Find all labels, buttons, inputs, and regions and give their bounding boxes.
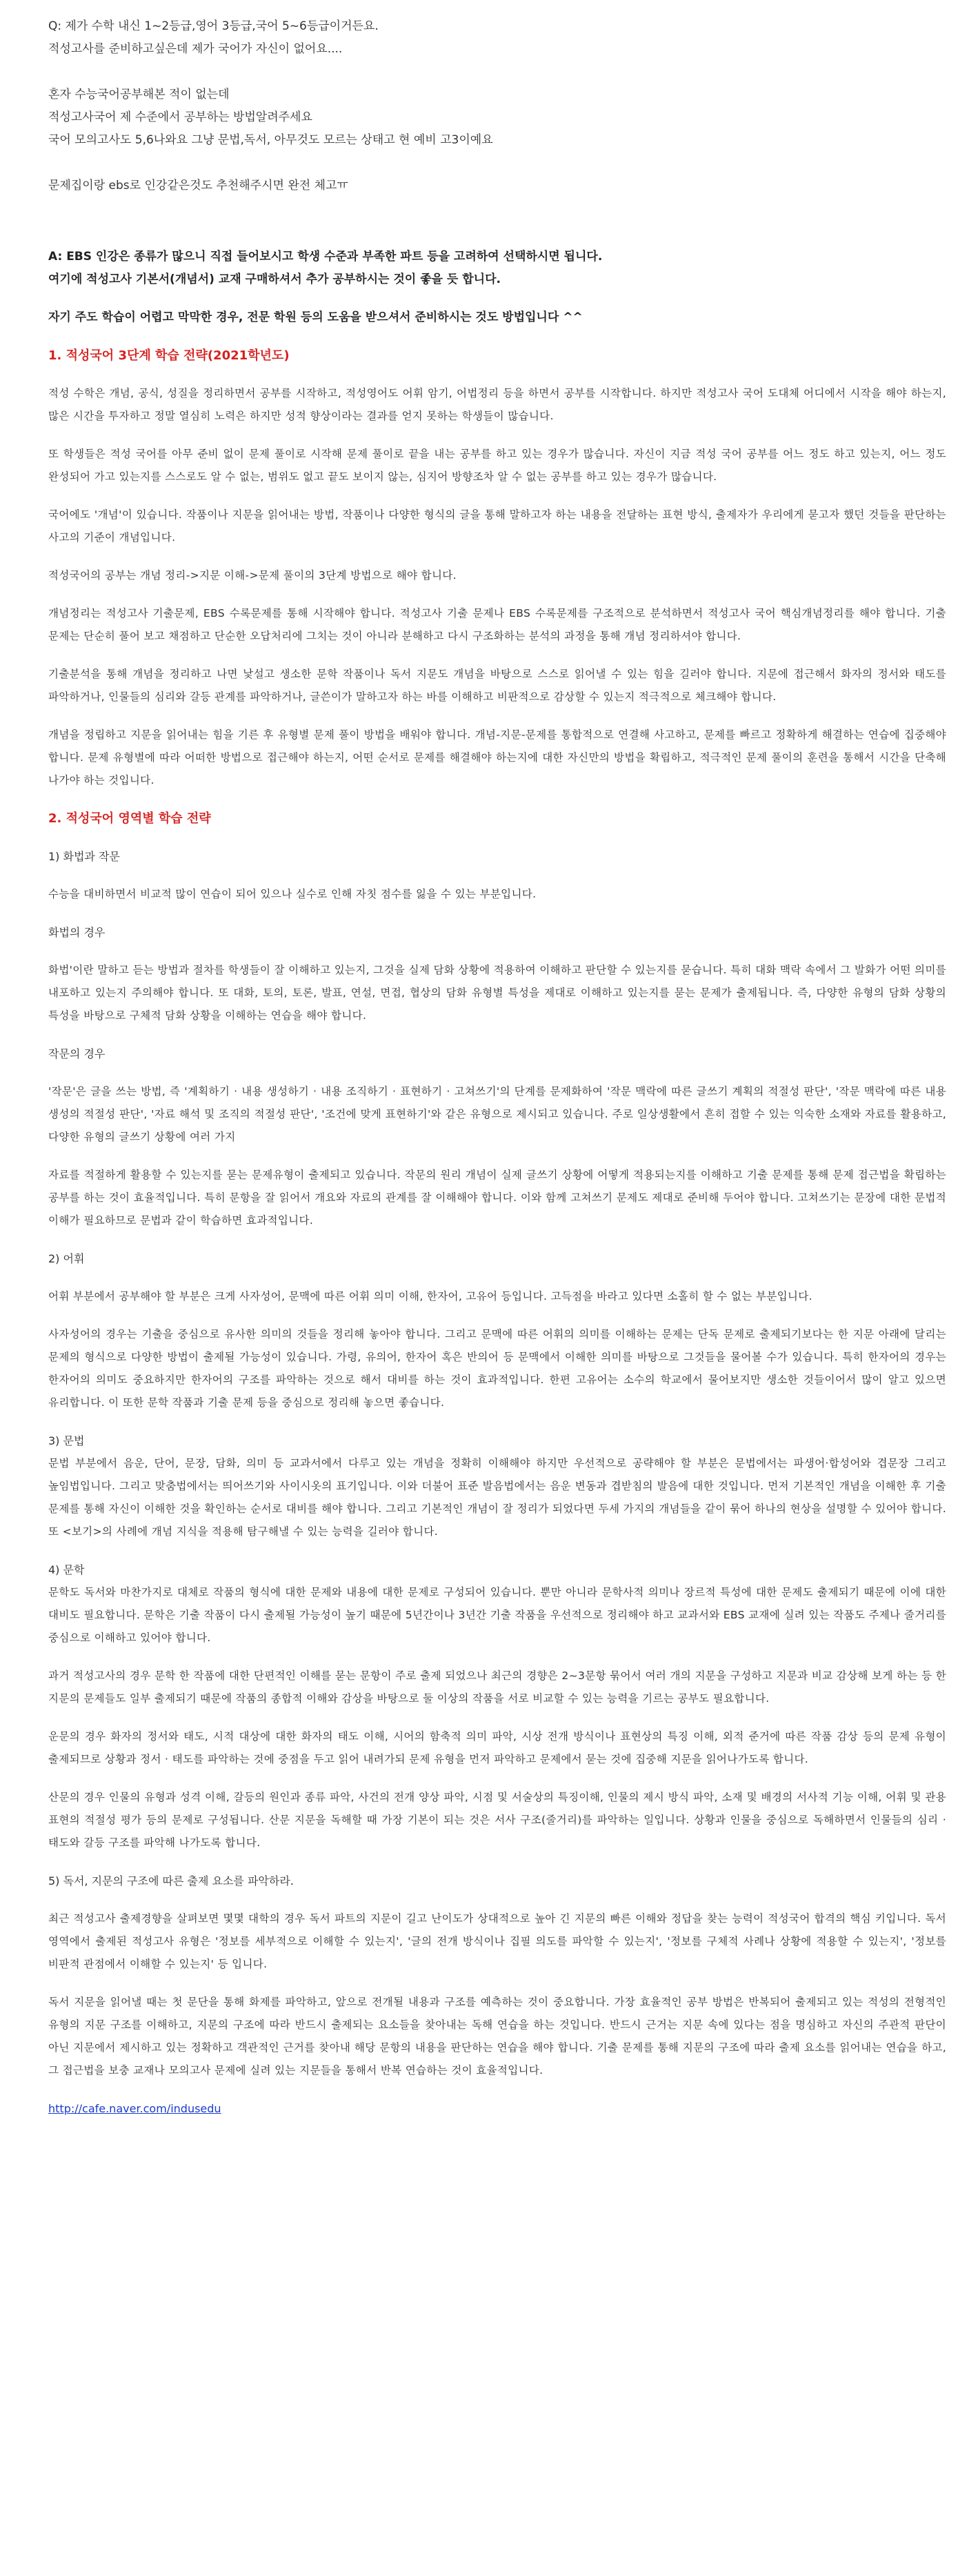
question-line [48, 61, 946, 83]
speech-case-title: 화법의 경우 [48, 926, 106, 939]
question-line: Q: 제가 수학 내신 1~2등급,영어 3등급,국어 5~6등급이거든요. [48, 19, 379, 33]
writing-paragraph: 자료를 적절하게 활용할 수 있는지를 묻는 문제유형이 출제되고 있습니다. 작문의 원리 개념이 실제 글쓰기 상황에 어떻게 적용되는지를 이해하고 기출 문제를 통해 문제 접근법을 확립하는 공부를 하는 것이 효율적입니다. 특히 문항을 잘 읽어서 개요와 자료의 관계를 잘 이해해야 합니다. 이와 함께 고쳐쓰기 문제도 제대로 준비해 두어야 합니다. 고쳐쓰기는 문장에 대한 문법적 이해가 필요하므로 문법과 같이 학습하면 효과적입니다. [48, 1169, 946, 1227]
literature-paragraph: 산문의 경우 인물의 유형과 성격 이해, 갈등의 원인과 종류 파악, 사건의 전개 양상 파악, 시점 및 서술상의 특징이해, 인물의 제시 방식 파악, 소재 및 배경의 서사적 기능 이해, 어휘 및 관용 표현의 적절성 평가 등의 문제로 구성됩니다. 산문 지문을 독해할 때 가장 기본이 되는 것은 서사 구조(줄거리)를 파악하는 일입니다. 상황과 인물을 중심으로 독해하면서 인물들의 심리 · 태도와 갈등 구조를 파악해 나가도록 합니다. [48, 1791, 946, 1849]
section-1-paragraph: 국어에도 '개념'이 있습니다. 작품이나 지문을 읽어내는 방법, 작품이나 다양한 형식의 글을 통해 말하고자 하는 내용을 전달하는 표현 방식, 출제자가 우리에게 묻고자 했던 것들을 판단하는 사고의 기준이 개념입니다. [48, 508, 946, 544]
answer-line-3: 자기 주도 학습이 어렵고 막막한 경우, 전문 학원 등의 도움을 받으셔서 준비하시는 것도 방법입니다 ^^ [48, 310, 583, 324]
question-line: 적성고사국어 제 수준에서 공부하는 방법알려주세요 [48, 110, 312, 124]
vocabulary-paragraph: 사자성어의 경우는 기출을 중심으로 유사한 의미의 것들을 정리해 놓아야 합니다. 그리고 문맥에 따른 어휘의 의미를 이해하는 문제는 단독 문제로 출제되기보다는 한 지문 아래에 달리는 문제의 형식으로 다양한 방법이 출제될 가능성이 있습니다. 가령, 유의어, 한자어 혹은 반의어 등 문맥에서 이해한 의미를 바탕으로 그것들을 물어볼 수가 있습니다. 특히 한자어의 경우는 한자어의 의미도 중요하지만 한자어의 구조를 파악하는 것으로 해서 대비를 하는 것이 효과적입니다. 한편 고유어는 소수의 학교에서 물어보지만 생소한 것들이어서 많이 알고 있으면 유리합니다. 이 또한 문학 작품과 기출 문제 등을 중심으로 정리해 놓으면 좋습니다. [48, 1328, 947, 1409]
subsection-speech-writing-title: 1) 화법과 작문 [48, 850, 120, 863]
question-line: 국어 모의고사도 5,6나와요 그냥 문법,독서, 아무것도 모르는 상태고 현 예비 고3이예요 [48, 133, 493, 147]
writing-case-title: 작문의 경우 [48, 1047, 106, 1060]
section-1-paragraph: 개념을 정립하고 지문을 읽어내는 힘을 기른 후 유형별 문제 풀이 방법을 배워야 합니다. 개념-지문-문제를 통합적으로 연결해 사고하고, 문제를 빠르고 정확하게 해결하는 연습에 집중해야 합니다. 문제 유형별에 따라 어떠한 방법으로 접근해야 하는지, 어떤 순서로 문제를 해결해야 하는지에 대한 자신만의 방법을 확립하고, 적극적인 문제 풀이의 훈련을 통해서 시간을 단축해 나가야 하는 것입니다. [48, 729, 946, 786]
question-line: 적성고사를 준비하고싶은데 제가 국어가 자신이 없어요.... [48, 42, 343, 56]
section-1-paragraph: 적성국어의 공부는 개념 정리->지문 이해->문제 풀이의 3단계 방법으로 해야 합니다. [48, 569, 457, 582]
question-line: 혼자 수능국어공부해본 적이 없는데 [48, 88, 230, 101]
cafe-link[interactable]: http://cafe.naver.com/indusedu [48, 2102, 221, 2115]
question-line: 문제집이랑 ebs로 인강같은것도 추천해주시면 완전 체고ㅠ [48, 179, 348, 192]
answer-line-1: A: EBS 인강은 종류가 많으니 직접 들어보시고 학생 수준과 부족한 파트 등을 고려하여 선택하시면 됩니다. [48, 250, 603, 264]
subsection-vocabulary-title: 2) 어휘 [48, 1252, 85, 1265]
section-1-paragraph: 적성 수학은 개념, 공식, 성질을 정리하면서 공부를 시작하고, 적성영어도 어휘 암기, 어법정리 등을 하면서 공부를 시작합니다. 하지만 적성고사 국어 도대체 어디에서 시작을 해야 하는지, 많은 시간을 투자하고 정말 열심히 노력은 하지만 성적 향상이라는 결과를 얻지 못하는 학생들이 많습니다. [48, 387, 946, 422]
reading-paragraph: 최근 적성고사 출제경향을 살펴보면 몇몇 대학의 경우 독서 파트의 지문이 길고 난이도가 상대적으로 높아 긴 지문의 빠른 이해와 정답을 찾는 능력이 적성국어 합격의 핵심 키입니다. 독서 영역에서 출제된 적성고사 유형은 '정보를 세부적으로 이해할 수 있는지', '글의 전개 방식이나 집필 의도를 파악할 수 있는지', '정보를 구체적 사례나 상황에 적용할 수 있는지', '정보를 비판적 관점에서 이해할 수 있는지' 등 입니다. [48, 1912, 946, 1970]
grammar-paragraph: 문법 부분에서 음운, 단어, 문장, 담화, 의미 등 교과서에서 다루고 있는 개념을 정확히 이해해야 하지만 우선적으로 공략해야 할 부분은 문법에서는 파생어·합성어와 겹문장 그리고 높임법입니다. 그리고 맞춤법에서는 띄어쓰기와 사이시옷의 표기입니다. 이와 더불어 표준 발음법에서는 음운 변동과 겹받침의 발음에 대한 것입니다. 먼저 기본적인 개념을 이해한 후 기출 문제를 통해 자신이 이해한 것을 확인하는 순서로 대비를 해야 합니다. 그리고 기본적인 개념이 잘 정리가 되었다면 두세 가지의 개념들을 같이 묶어 하나의 현상을 설명할 수 있어야 합니다. 또 <보기>의 사례에 개념 지식을 적용해 탐구해낼 수 있는 능력을 길러야 합니다. [48, 1457, 946, 1538]
literature-paragraph: 문학도 독서와 마찬가지로 대체로 작품의 형식에 대한 문제와 내용에 대한 문제로 구성되어 있습니다. 뿐만 아니라 문학사적 의미나 장르적 특성에 대한 문제도 출제되기 때문에 이에 대한 대비도 필요합니다. 문학은 기출 작품이 다시 출제될 가능성이 높기 때문에 5년간이나 3년간 기출 작품을 우선적으로 정리해야 하고 교과서와 EBS 교재에 실려 있는 작품도 주제나 줄거리를 중심으로 이해하고 있어야 합니다. [48, 1586, 946, 1644]
answer-line-2: 여기에 적성고사 기본서(개념서) 교재 구매하셔서 추가 공부하시는 것이 좋을 듯 합니다. [48, 273, 501, 286]
question-line [48, 152, 946, 175]
literature-paragraph: 운문의 경우 화자의 정서와 태도, 시적 대상에 대한 화자의 태도 이해, 시어의 함축적 의미 파악, 시상 전개 방식이나 표현상의 특징 이해, 외적 준거에 따른 작품 감상 등의 문제 유형이 출제되므로 상황과 정서 · 태도를 파악하는 것에 중점을 두고 읽어 내려가되 문제 유형을 먼저 파악하고 문제에서 묻는 것에 집중해 지문을 읽어나가도록 합니다. [48, 1730, 946, 1765]
writing-paragraph: '작문'은 글을 쓰는 방법, 즉 '계획하기 · 내용 생성하기 · 내용 조직하기 · 표현하기 · 고쳐쓰기'의 단계를 문제화하여 '작문 맥락에 따른 글쓰기 계획의 적절성 판단', '작문 맥락에 따른 내용 생성의 적절성 판단', '자료 해석 및 조직의 적절성 판단', '조건에 맞게 표현하기'와 같은 유형으로 제시되고 있습니다. 주로 일상생활에서 흔히 접할 수 있는 익숙한 소재와 자료를 활용하고, 다양한 유형의 글쓰기 상황에 여러 가지 [48, 1085, 946, 1143]
vocabulary-paragraph: 어휘 부분에서 공부해야 할 부분은 크게 사자성어, 문맥에 따른 어휘 의미 이해, 한자어, 고유어 등입니다. 고득점을 바라고 있다면 소홀히 할 수 없는 부분입니다. [48, 1290, 813, 1302]
section-1-title: 1. 적성국어 3단계 학습 전략(2021학년도) [48, 348, 290, 363]
subsection-literature-title: 4) 문학 [48, 1563, 85, 1576]
section-2-title: 2. 적성국어 영역별 학습 전략 [48, 811, 211, 826]
section-1-paragraph: 또 학생들은 적성 국어를 아무 준비 없이 문제 풀이로 시작해 문제 풀이로 끝을 내는 공부를 하고 있는 경우가 많습니다. 자신이 지금 적성 국어 공부를 어느 정도 하고 있는지, 어느 정도 완성되어 가고 있는지를 스스로도 알 수 없는, 범위도 없고 끝도 보이지 않는, 심지어 방향조차 알 수 없는 공부를 하고 있는 경우가 많습니다. [48, 448, 946, 483]
section-1-paragraph: 기출분석을 통해 개념을 정리하고 나면 낯설고 생소한 문학 작품이나 독서 지문도 개념을 바탕으로 스스로 읽어낼 수 있는 힘을 길러야 합니다. 지문에 접근해서 화자의 정서와 태도를 파악하거나, 인물들의 심리와 갈등 관계를 파악하거나, 글쓴이가 말하고자 하는 바를 이해하고 비판적으로 감상할 수 있는지 적극적으로 체크해야 합니다. [48, 668, 946, 703]
speech-paragraph: 화법'이란 말하고 듣는 방법과 절차를 학생들이 잘 이해하고 있는지, 그것을 실제 담화 상황에 적용하여 이해하고 판단할 수 있는지를 묻습니다. 특히 대화 맥락 속에서 그 발화가 어떤 의미를 내포하고 있는지 주의해야 합니다. 또 대화, 토의, 토론, 발표, 연설, 면접, 협상의 담화 유형별 특성을 제대로 이해하고 있는지를 묻는 문제가 출제됩니다. 즉, 다양한 유형의 담화 상황의 특성을 바탕으로 구체적 담화 상황을 이해하는 연습을 해야 합니다. [48, 964, 946, 1022]
subsection-grammar-title: 3) 문법 [48, 1434, 85, 1447]
section-1-paragraph: 개념정리는 적성고사 기출문제, EBS 수록문제를 통해 시작해야 합니다. 적성고사 기출 문제나 EBS 수록문제를 구조적으로 분석하면서 적성고사 국어 핵심개념정리를 해야 합니다. 기출 문제는 단순히 풀어 보고 채점하고 단순한 오답처리에 그치는 것이 아니라 분해하고 다시 구조화하는 분석의 과정을 통해 개념 정리하셔야 합니다. [48, 607, 946, 642]
subsection-paragraph: 수능을 대비하면서 비교적 많이 연습이 되어 있으나 실수로 인해 자칫 점수를 잃을 수 있는 부분입니다. [48, 888, 537, 900]
literature-paragraph: 과거 적성고사의 경우 문학 한 작품에 대한 단편적인 이해를 묻는 문항이 주로 출제 되었으나 최근의 경향은 2~3문항 묶어서 여러 개의 지문을 구성하고 지문과 비교 감상해 보게 하는 등 한 지문의 문제들도 일부 출제되기 때문에 작품의 종합적 이해와 감상을 바탕으로 둘 이상의 작품을 서로 비교할 수 있는 능력을 기르는 공부도 필요합니다. [48, 1670, 946, 1705]
question-block [48, 15, 946, 197]
reading-paragraph: 독서 지문을 읽어낼 때는 첫 문단을 통해 화제를 파악하고, 앞으로 전개될 내용과 구조를 예측하는 것이 중요합니다. 가장 효율적인 공부 방법은 반복되어 출제되고 있는 적성의 전형적인 유형의 지문 구조를 이해하고, 지문의 구조에 따라 반드시 출제되는 요소들을 찾아내는 독해 연습을 하는 것입니다. 반드시 근거는 지문 속에 있다는 점을 명심하고 자신의 주관적 판단이 아닌 지문에서 제시하고 있는 정확하고 객관적인 근거를 찾아내 해당 문항의 내용을 판단하는 연습을 해야 합니다. 기출 문제를 통해 지문의 구조에 따라 출제 요소를 읽어내는 연습을 하고, 그 접근법을 보충 교재나 모의고사 문제에 실려 있는 지문들을 통해서 반복 연습하는 것이 효율적입니다. [48, 1996, 946, 2077]
subsection-reading-title: 5) 독서, 지문의 구조에 따른 출제 요소를 파악하라. [48, 1874, 294, 1888]
